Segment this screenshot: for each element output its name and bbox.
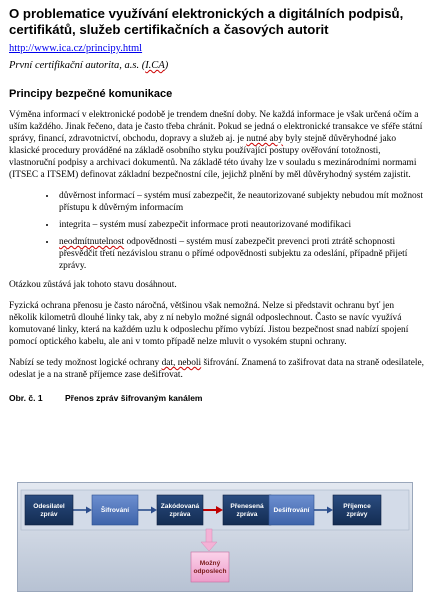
paragraph-question: Otázkou zůstává jak tohoto stavu dosáhnout. <box>9 280 177 290</box>
paragraph-intro <box>9 109 424 181</box>
encryption-diagram <box>17 482 413 592</box>
author-line <box>9 59 424 72</box>
box-sender <box>25 495 73 525</box>
list-item-squiggle: neodmítnutelnost <box>59 237 125 247</box>
box-transmitted-message <box>223 495 271 525</box>
box-encoded-message-label: Zakódovaná zpráva <box>160 503 200 518</box>
box-decryption-label: Dešifrování <box>273 507 310 514</box>
author-suffix: ) <box>164 60 169 71</box>
paragraph-intro-part1: Výměna informací v elektronické podobě je trendem dnešní doby. Ne každá informace je však určená očím a uším každého. Jinak řečeno, data je často třeba chránit. Pokud se jedná o elektronické transakce ve sféře státní správy, financí, zdravotnictví, obchodu, dopravy a služeb aj. je <box>9 110 423 144</box>
author-abbrev: I.CA <box>145 60 165 71</box>
box-encryption-label: Šifrování <box>100 507 130 514</box>
security-goals-list <box>9 190 424 272</box>
box-eavesdrop-label: Možný odposlech <box>193 560 227 575</box>
paragraph-logical <box>9 357 424 381</box>
document-title: O problematice využívání elektronických a digitálních podpisů, certifikátů, služeb certifikačních a časových autorit <box>9 6 404 37</box>
paragraph-logical-squiggle: dat, neboli <box>161 358 202 368</box>
box-eavesdrop <box>191 552 229 582</box>
paragraph-intro-squiggle: nutné aby <box>246 134 284 144</box>
box-encoded-message <box>157 495 203 525</box>
source-link[interactable]: http://www.ica.cz/principy.html <box>9 43 143 54</box>
section-heading: Principy bezpečné komunikace <box>9 88 173 100</box>
box-sender-label: Odesilatel zpráv <box>33 503 65 518</box>
box-transmitted-message-label: Přenesená zpráva <box>230 503 264 518</box>
list-item <box>57 190 424 214</box>
figure-title: Přenos zpráv šifrovaným kanálem <box>65 393 203 403</box>
list-item-text: integrita – systém musí zabezpečit informace proti neautorizované modifikaci <box>59 220 352 230</box>
author-prefix: První certifikační autorita, a.s. ( <box>9 60 146 71</box>
paragraph-intro-part2: byly stejně důvěryhodné jako klasické procedury prováděné na základě osobního styku používající postupy ověřování totožnosti, vlastnoruční podpisy a archivaci dokumentů. Na základě této úvahy lze v souladu s mezinárodními normami (ITSEC a ITSEM) definovat základní bezpečnostní cíle, jejichž plnění by měl důvěryhodný systém zajistit. <box>9 134 417 180</box>
figure-caption <box>9 393 424 404</box>
paragraph-logical-part1: Nabízí se tedy možnost logické ochrany <box>9 358 162 368</box>
paragraph-logical-part2: šifrování. Znamená to zašifrovat data na straně odesilatele, odeslat je a na straně příjemce zase dešifrovat. <box>9 358 424 380</box>
list-item <box>57 236 424 272</box>
list-item-text: důvěrnost informací – systém musí zabezpečit, že neautorizované subjekty nebudou mít možnost přístupu k důvěrným informacím <box>59 191 423 213</box>
box-receiver <box>333 495 381 525</box>
figure-number: Obr. č. 1 <box>9 393 43 403</box>
paragraph-physical: Fyzická ochrana přenosu je často náročná, většinou však nemožná. Nelze si představit ochranu byť jen několik kilometrů dlouhé linky tak, aby z ní nebylo možné signál odposlechnout. Často se navíc využívá komutované linky, která na každém uzlu k odposlechu přímo vybízí. Jistou bezpečnost snad nabízí spojení pomocí optického kabelu, ale ani v tomto případě nelze mluvit o vysokém stupni ochrany. <box>9 301 409 347</box>
box-receiver-label: Příjemce zprávy <box>343 503 371 518</box>
list-item-text: odpovědnosti – systém musí zabezpečit prevenci proti ztrátě schopnosti přesvědčit třetí nezávislou stranu o přímé odpovědnosti subjektu za odeslání, případně přijetí zprávy. <box>59 237 408 271</box>
list-item <box>57 219 424 231</box>
